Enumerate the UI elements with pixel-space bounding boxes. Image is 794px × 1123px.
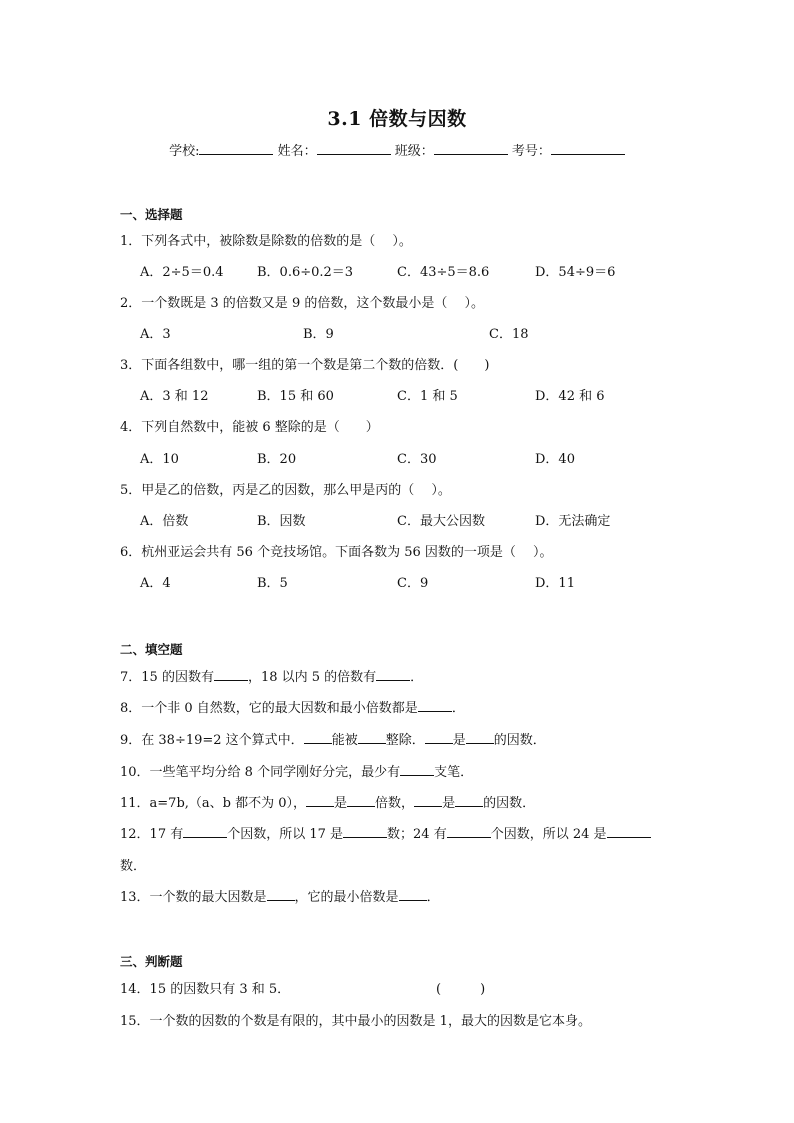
question-14: 14．15 的因数只有 3 和 5．	[120, 982, 291, 997]
question-2-options	[140, 323, 700, 342]
name-label: 姓名：	[277, 144, 317, 159]
question-6: 6．杭州亚运会共有 56 个竞技场馆。下面各数为 56 因数的一项是（ ）。	[120, 545, 553, 560]
question-13: 13．一个数的最大因数是 ，它的最小倍数是 ．	[120, 890, 440, 905]
question-14-answer-paren[interactable]: ( )	[436, 982, 486, 997]
option-d[interactable]: D．42 和 6	[535, 389, 605, 404]
question-15: 15．一个数的因数的个数是有限的，其中最小的因数是 1，最大的因数是它本身。	[120, 1014, 591, 1029]
answer-blank[interactable]	[399, 889, 427, 901]
option-d[interactable]: D．40	[535, 452, 575, 467]
answer-blank[interactable]	[304, 732, 332, 744]
question-1: 1．下列各式中，被除数是除数的倍数的是（ ）。	[120, 234, 412, 249]
option-c[interactable]: C．18	[489, 327, 529, 342]
option-a[interactable]: A．10	[140, 452, 179, 467]
option-c[interactable]: C．最大公因数	[397, 514, 485, 529]
school-blank[interactable]	[199, 143, 273, 155]
option-d[interactable]: D．无法确定	[535, 514, 611, 529]
class-blank[interactable]	[434, 143, 508, 155]
answer-blank[interactable]	[358, 732, 386, 744]
answer-blank[interactable]	[418, 700, 452, 712]
answer-blank[interactable]	[400, 764, 434, 776]
answer-blank[interactable]	[447, 826, 491, 838]
option-a[interactable]: A．3	[140, 327, 171, 342]
question-3-options	[140, 385, 700, 404]
option-a[interactable]: A．4	[140, 576, 171, 591]
option-d[interactable]: D．54÷9＝6	[535, 265, 616, 280]
school-label: 学校:	[169, 144, 200, 159]
option-b[interactable]: B．因数	[257, 514, 306, 529]
question-12: 12．17 有 个因数，所以 17 是 数；24 有 个因数，所以 24 是	[120, 823, 651, 842]
option-b[interactable]: B．9	[303, 327, 334, 342]
section-heading-choice: 一、选择题	[120, 207, 183, 222]
answer-blank[interactable]	[466, 732, 494, 744]
page-title: 3.1 倍数与因数	[327, 108, 467, 130]
student-info-line	[0, 140, 794, 159]
option-c[interactable]: C．1 和 5	[397, 389, 458, 404]
class-label: 班级：	[394, 144, 434, 159]
option-b[interactable]: B．15 和 60	[257, 389, 334, 404]
question-4: 4．下列自然数中，能被 6 整除的是（ ）	[120, 420, 379, 435]
answer-blank[interactable]	[414, 795, 442, 807]
question-11: 11．a=7b,（a、b 都不为 0）， 是 倍数， 是 的因数．	[120, 796, 536, 811]
question-9: 9．在 38÷19=2 这个算式中． 能被 整除． 是 的因数．	[120, 733, 546, 748]
question-5-options	[140, 510, 700, 529]
exam-no-blank[interactable]	[551, 143, 625, 155]
section-heading-judge: 三、判断题	[120, 954, 183, 969]
option-d[interactable]: D．11	[535, 576, 575, 591]
name-blank[interactable]	[317, 143, 391, 155]
question-4-options	[140, 448, 700, 467]
option-c[interactable]: C．9	[397, 576, 429, 591]
question-7: 7．15 的因数有 ，18 以内 5 的倍数有 ．	[120, 670, 424, 685]
answer-blank[interactable]	[306, 795, 334, 807]
option-c[interactable]: C．30	[397, 452, 437, 467]
question-5: 5．甲是乙的倍数，丙是乙的因数，那么甲是丙的（ ）。	[120, 483, 451, 498]
question-3: 3．下面各组数中，哪一组的第一个数是第二个数的倍数．( )	[120, 358, 490, 373]
option-c[interactable]: C．43÷5＝8.6	[397, 265, 490, 280]
option-b[interactable]: B．20	[257, 452, 297, 467]
answer-blank[interactable]	[376, 669, 410, 681]
question-8: 8．一个非 0 自然数，它的最大因数和最小倍数都是 ．	[120, 701, 465, 716]
answer-blank[interactable]	[214, 669, 248, 681]
question-2: 2．一个数既是 3 的倍数又是 9 的倍数，这个数最小是（ ）。	[120, 296, 484, 311]
option-b[interactable]: B．5	[257, 576, 288, 591]
section-heading-fill: 二、填空题	[120, 642, 183, 657]
option-a[interactable]: A．2÷5＝0.4	[140, 265, 224, 280]
answer-blank[interactable]	[343, 826, 387, 838]
answer-blank[interactable]	[455, 795, 483, 807]
answer-blank[interactable]	[347, 795, 375, 807]
question-12-continued: 数．	[120, 859, 147, 874]
answer-blank[interactable]	[425, 732, 453, 744]
exam-no-label: 考号：	[511, 144, 551, 159]
question-6-options	[140, 572, 700, 591]
option-b[interactable]: B．0.6÷0.2＝3	[257, 265, 354, 280]
answer-blank[interactable]	[267, 889, 295, 901]
answer-blank[interactable]	[183, 826, 227, 838]
question-1-options	[140, 261, 700, 280]
answer-blank[interactable]	[607, 826, 651, 838]
option-a[interactable]: A．倍数	[140, 514, 189, 529]
option-a[interactable]: A．3 和 12	[140, 389, 209, 404]
question-10: 10．一些笔平均分给 8 个同学刚好分完，最少有 支笔．	[120, 765, 474, 780]
